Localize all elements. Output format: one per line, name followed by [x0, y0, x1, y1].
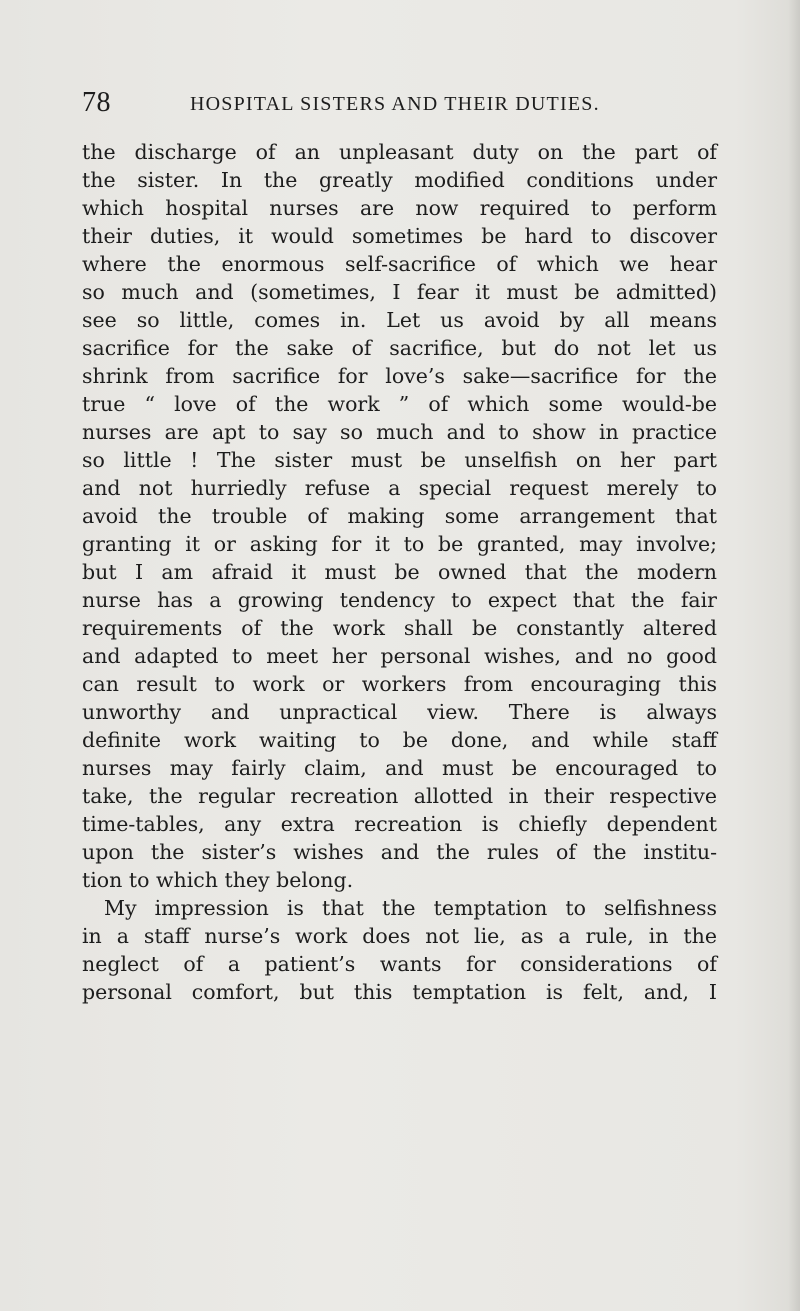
text-line: definite work waiting to be done, and while staff	[82, 728, 717, 752]
text-line: nurses are apt to say so much and to show in practice	[82, 420, 717, 444]
text-line: which hospital nurses are now required to perform	[82, 196, 717, 220]
text-line: nurse has a growing tendency to expect that the fair	[82, 588, 717, 612]
text-line: unworthy and unpractical view. There is always	[82, 700, 717, 724]
text-line: requirements of the work shall be constantly altered	[82, 616, 717, 640]
text-line: so much and (sometimes, I fear it must be admitted)	[82, 280, 717, 304]
text-line: the sister. In the greatly modified conditions under	[82, 168, 717, 192]
page-header	[0, 88, 800, 118]
body-text	[82, 138, 717, 1006]
text-line: time-tables, any extra recreation is chiefly dependent	[82, 812, 717, 836]
text-line: upon the sister’s wishes and the rules of the institu-	[82, 840, 717, 864]
text-line: can result to work or workers from encouraging this	[82, 672, 717, 696]
text-line: take, the regular recreation allotted in their respective	[82, 784, 717, 808]
paragraph-start-line: My impression is that the temptation to selfishness	[104, 896, 717, 920]
text-line: and not hurriedly refuse a special request merely to	[82, 476, 717, 500]
text-line: neglect of a patient’s wants for considerations of	[82, 952, 717, 976]
text-line: the discharge of an unpleasant duty on the part of	[82, 140, 717, 164]
text-line: but I am afraid it must be owned that the modern	[82, 560, 717, 584]
text-line: sacrifice for the sake of sacrifice, but do not let us	[82, 336, 717, 360]
text-line: true “ love of the work ” of which some would-be	[82, 392, 717, 416]
page-edge-shadow	[788, 0, 800, 1311]
text-line: nurses may fairly claim, and must be encouraged to	[82, 756, 717, 780]
text-line: in a staff nurse’s work does not lie, as a rule, in the	[82, 924, 717, 948]
text-line: where the enormous self-sacrifice of which we hear	[82, 252, 717, 276]
text-line: granting it or asking for it to be granted, may involve;	[82, 532, 717, 556]
text-line: their duties, it would sometimes be hard to discover	[82, 224, 717, 248]
paragraph-end-line: tion to which they belong.	[82, 868, 354, 892]
text-line: so little ! The sister must be unselfish on her part	[82, 448, 717, 472]
text-line: and adapted to meet her personal wishes, and no good	[82, 644, 717, 668]
page-number: 78	[82, 87, 111, 118]
text-line: see so little, comes in. Let us avoid by all means	[82, 308, 717, 332]
text-line: avoid the trouble of making some arrangement that	[82, 504, 717, 528]
text-line: shrink from sacrifice for love’s sake—sacrifice for the	[82, 364, 717, 388]
running-head: HOSPITAL SISTERS AND THEIR DUTIES.	[190, 93, 600, 115]
text-line: personal comfort, but this temptation is felt, and, I	[82, 980, 717, 1004]
